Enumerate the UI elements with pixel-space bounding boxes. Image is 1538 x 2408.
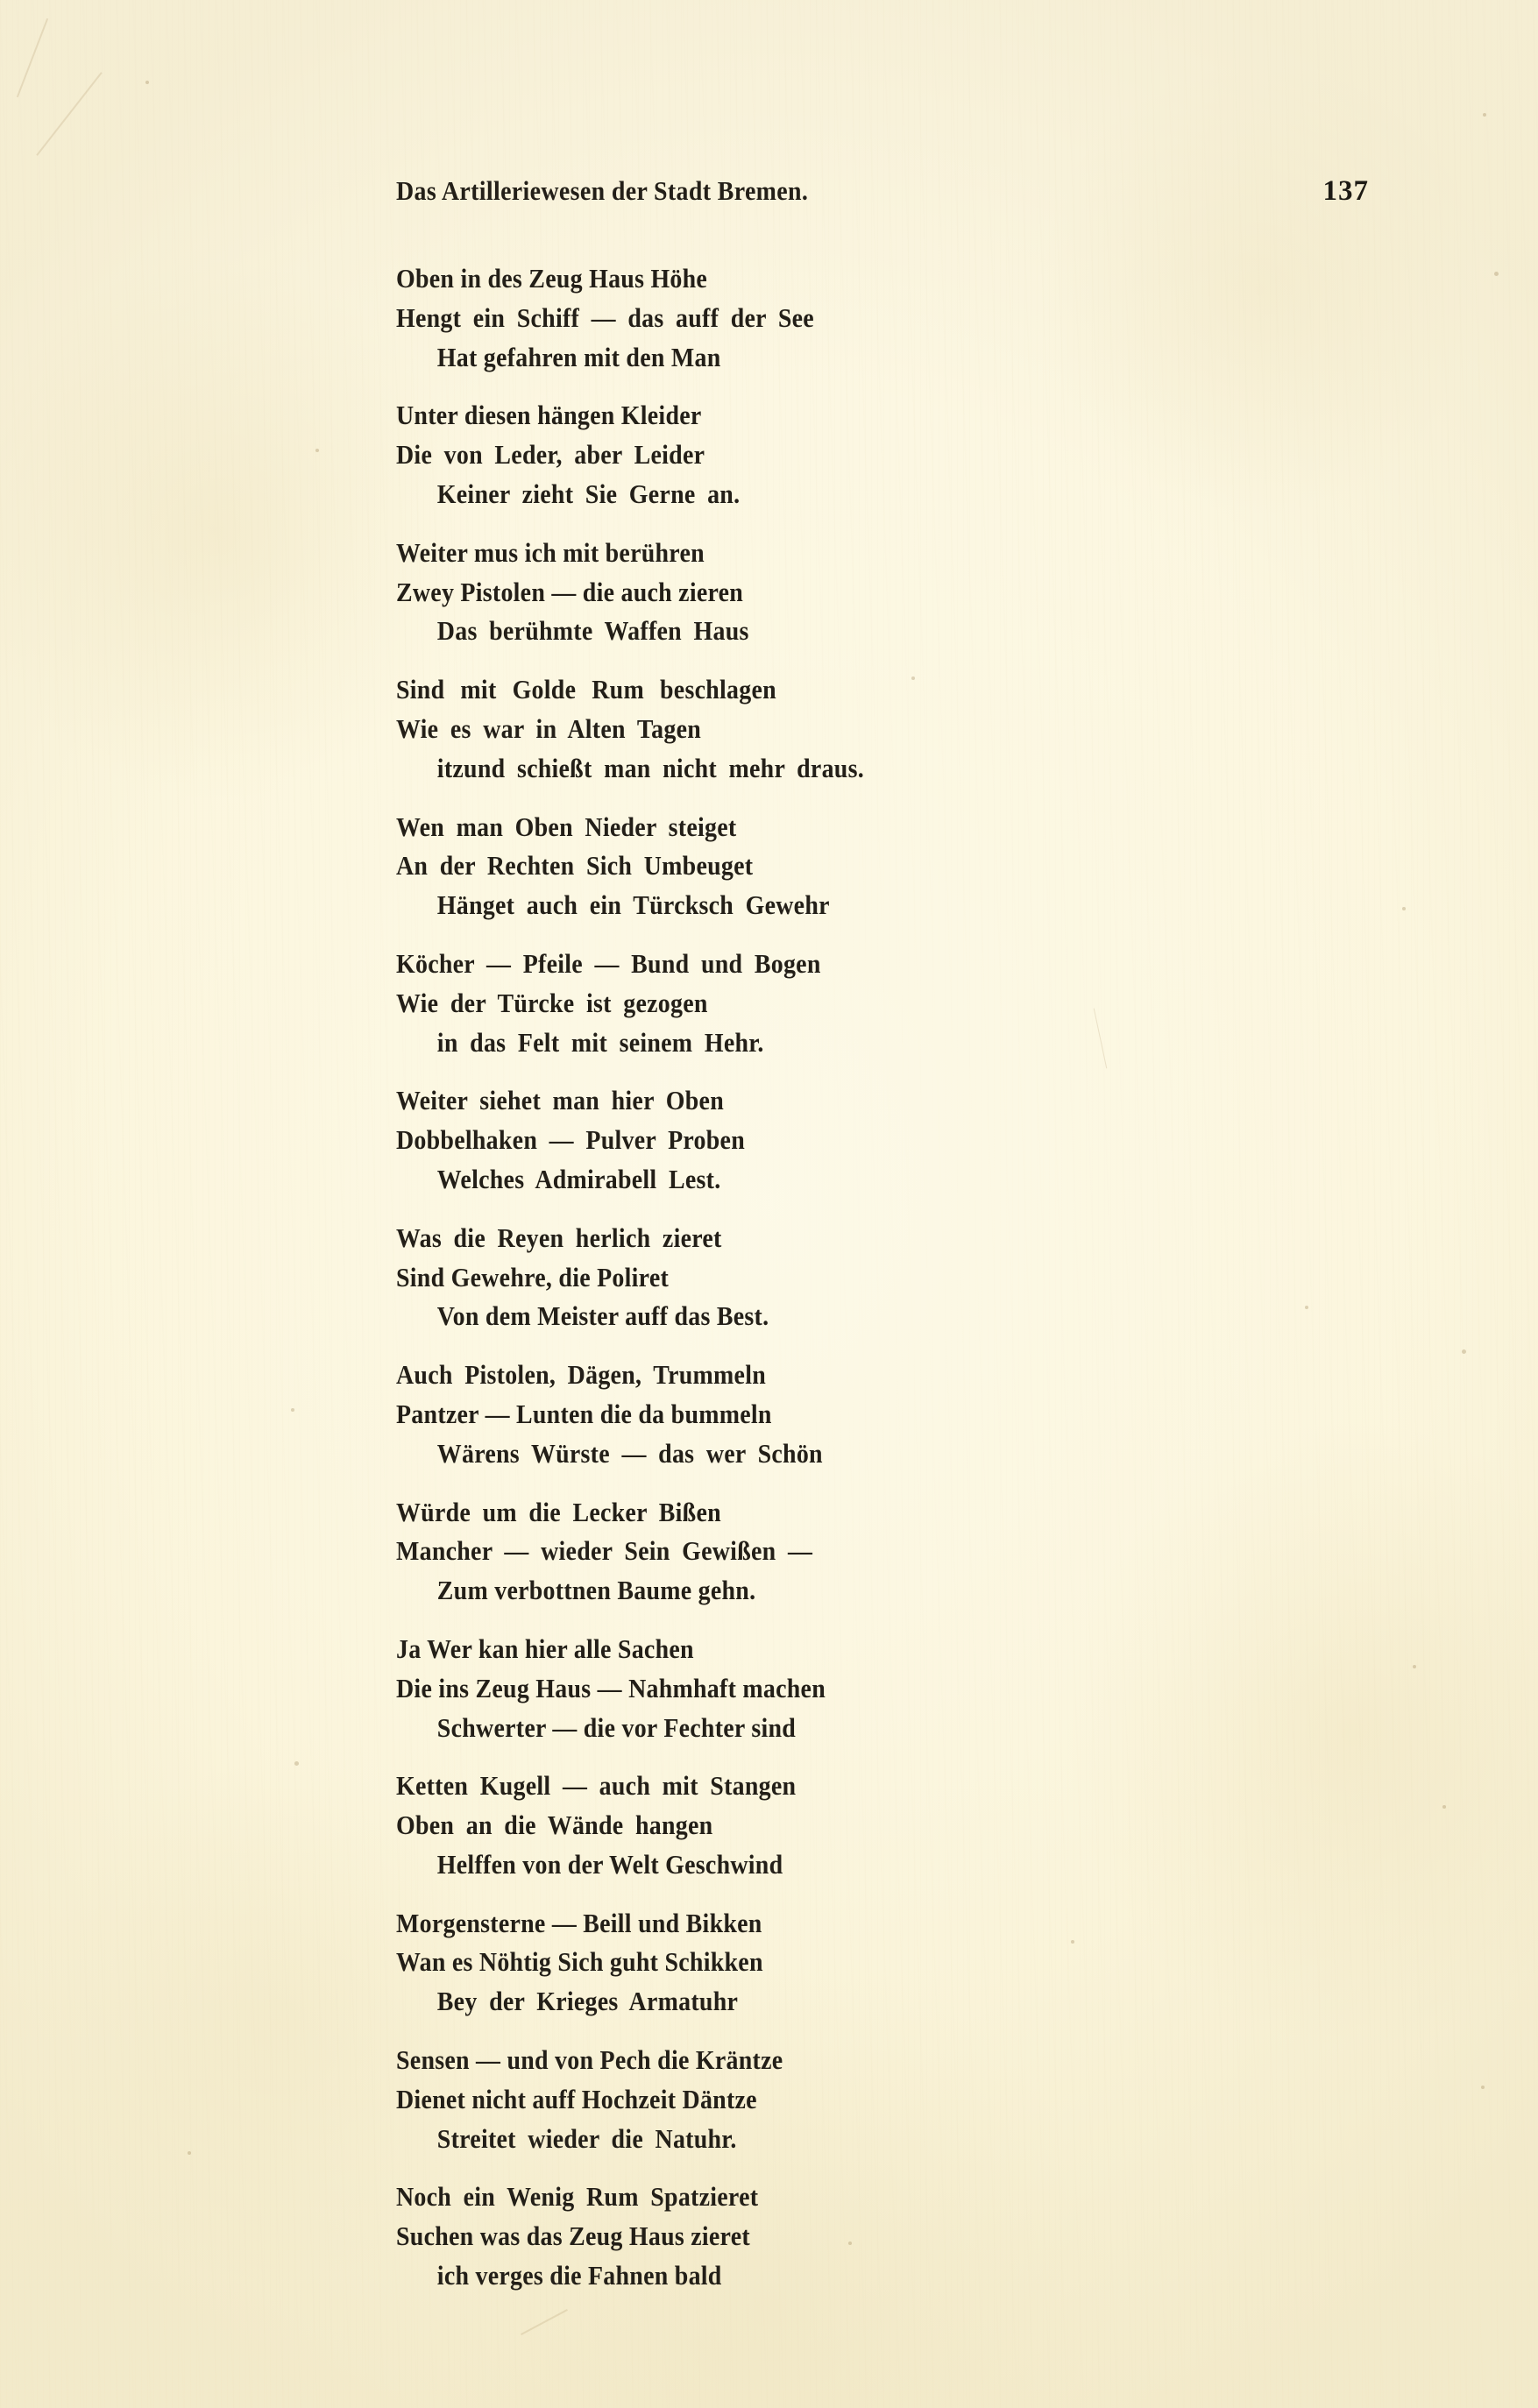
poem-line: Was die Reyen herlich zieret <box>396 1222 722 1253</box>
poem-stanza <box>396 1493 1404 1611</box>
page-number: 137 <box>1322 175 1369 207</box>
poem-stanza <box>396 1356 1404 1473</box>
poem-line: An der Rechten Sich Umbeuget <box>396 850 754 882</box>
paper-speck <box>315 449 319 452</box>
poem-line: Zum verbottnen Baume gehn. <box>436 1575 756 1606</box>
poem-stanza <box>396 1904 1404 2022</box>
paper-fiber <box>17 18 48 97</box>
poem-line: Mancher — wieder Sein Gewißen — <box>396 1535 813 1567</box>
poem-stanza <box>396 1767 1404 1884</box>
poem-body <box>396 259 1404 2315</box>
poem-line: Dobbelhaken — Pulver Proben <box>396 1124 745 1156</box>
poem-stanza <box>396 2041 1404 2158</box>
poem-line: Weiter mus ich mit berühren <box>396 536 705 568</box>
poem-line: itzund schießt man nicht mehr draus. <box>436 752 864 783</box>
poem-line: Wen man Oben Nieder steiget <box>396 811 737 842</box>
poem-line: Helffen von der Welt Geschwind <box>436 1848 783 1880</box>
poem-stanza <box>396 1630 1404 1747</box>
poem-line: Auch Pistolen, Dägen, Trummeln <box>396 1359 767 1391</box>
paper-speck <box>1462 1349 1466 1354</box>
poem-line: Würde um die Lecker Bißen <box>396 1496 721 1527</box>
poem-line: Streitet wieder die Natuhr. <box>436 2122 737 2154</box>
paper-speck <box>294 1761 299 1766</box>
poem-line: Schwerter — die vor Fechter sind <box>436 1711 797 1743</box>
poem-line: Ketten Kugell — auch mit Stangen <box>396 1770 797 1802</box>
poem-line: Suchen was das Zeug Haus zieret <box>396 2220 750 2252</box>
poem-stanza <box>396 670 1404 788</box>
poem-line: Wie es war in Alten Tagen <box>396 712 702 744</box>
running-head-title: Das Artilleriewesen der Stadt Bremen. <box>396 175 809 206</box>
poem-line: Welches Admirabell Lest. <box>436 1163 721 1194</box>
poem-line: in das Felt mit seinem Hehr. <box>436 1026 764 1058</box>
poem-line: Noch ein Wenig Rum Spatzieret <box>396 2181 759 2213</box>
paper-speck <box>1483 113 1486 117</box>
poem-stanza <box>396 396 1404 513</box>
poem-stanza <box>396 1219 1404 1336</box>
running-head <box>396 175 1369 208</box>
poem-line: Pantzer — Lunten die da bummeln <box>396 1398 772 1429</box>
poem-line: Morgensterne — Beill und Bikken <box>396 1907 762 1938</box>
poem-stanza <box>396 2178 1404 2295</box>
poem-line: Wie der Türcke ist gezogen <box>396 987 708 1018</box>
poem-line: Hat gefahren mit den Man <box>436 341 721 372</box>
paper-speck <box>188 2151 191 2155</box>
poem-line: Sind Gewehre, die Poliret <box>396 1261 670 1293</box>
poem-stanza <box>396 945 1404 1062</box>
poem-line: Von dem Meister auff das Best. <box>436 1300 769 1332</box>
paper-speck <box>1442 1805 1446 1809</box>
poem-line: Köcher — Pfeile — Bund und Bogen <box>396 947 821 979</box>
poem-line: Unter diesen hängen Kleider <box>396 400 702 431</box>
poem-line: Bey der Krieges Armatuhr <box>436 1986 739 2017</box>
poem-line: Dienet nicht auff Hochzeit Däntze <box>396 2083 757 2114</box>
poem-line: Wan es Nöhtig Sich guht Schikken <box>396 1946 763 1978</box>
poem-line: Sind mit Golde Rum beschlagen <box>396 674 776 705</box>
poem-stanza <box>396 1081 1404 1199</box>
paper-speck <box>145 81 149 84</box>
poem-line: Hengt ein Schiff — das auff der See <box>396 301 814 333</box>
poem-line: Weiter siehet man hier Oben <box>396 1085 724 1116</box>
poem-line: Zwey Pistolen — die auch zieren <box>396 576 744 607</box>
paper-speck <box>1413 1665 1416 1668</box>
poem-line: Ja Wer kan hier alle Sachen <box>396 1632 694 1664</box>
poem-stanza <box>396 259 1404 377</box>
poem-line: Sensen — und von Pech die Kräntze <box>396 2044 783 2076</box>
poem-stanza <box>396 534 1404 651</box>
poem-line: ich verges die Fahnen bald <box>436 2260 722 2291</box>
poem-line: Oben an die Wände hangen <box>396 1810 713 1841</box>
poem-line: Oben in des Zeug Haus Höhe <box>396 263 708 294</box>
poem-line: Hänget auch ein Türcksch Gewehr <box>436 889 830 921</box>
paper-fiber <box>36 72 102 156</box>
paper-speck <box>1481 2086 1485 2089</box>
poem-line: Keiner zieht Sie Gerne an. <box>436 478 741 509</box>
poem-line: Wärens Würste — das wer Schön <box>436 1437 823 1469</box>
poem-line: Die ins Zeug Haus — Nahmhaft machen <box>396 1672 826 1703</box>
poem-line: Die von Leder, aber Leider <box>396 439 705 471</box>
poem-line: Das berühmte Waffen Haus <box>436 615 749 647</box>
paper-speck <box>291 1408 294 1412</box>
poem-stanza <box>396 808 1404 925</box>
paper-speck <box>1494 272 1499 276</box>
